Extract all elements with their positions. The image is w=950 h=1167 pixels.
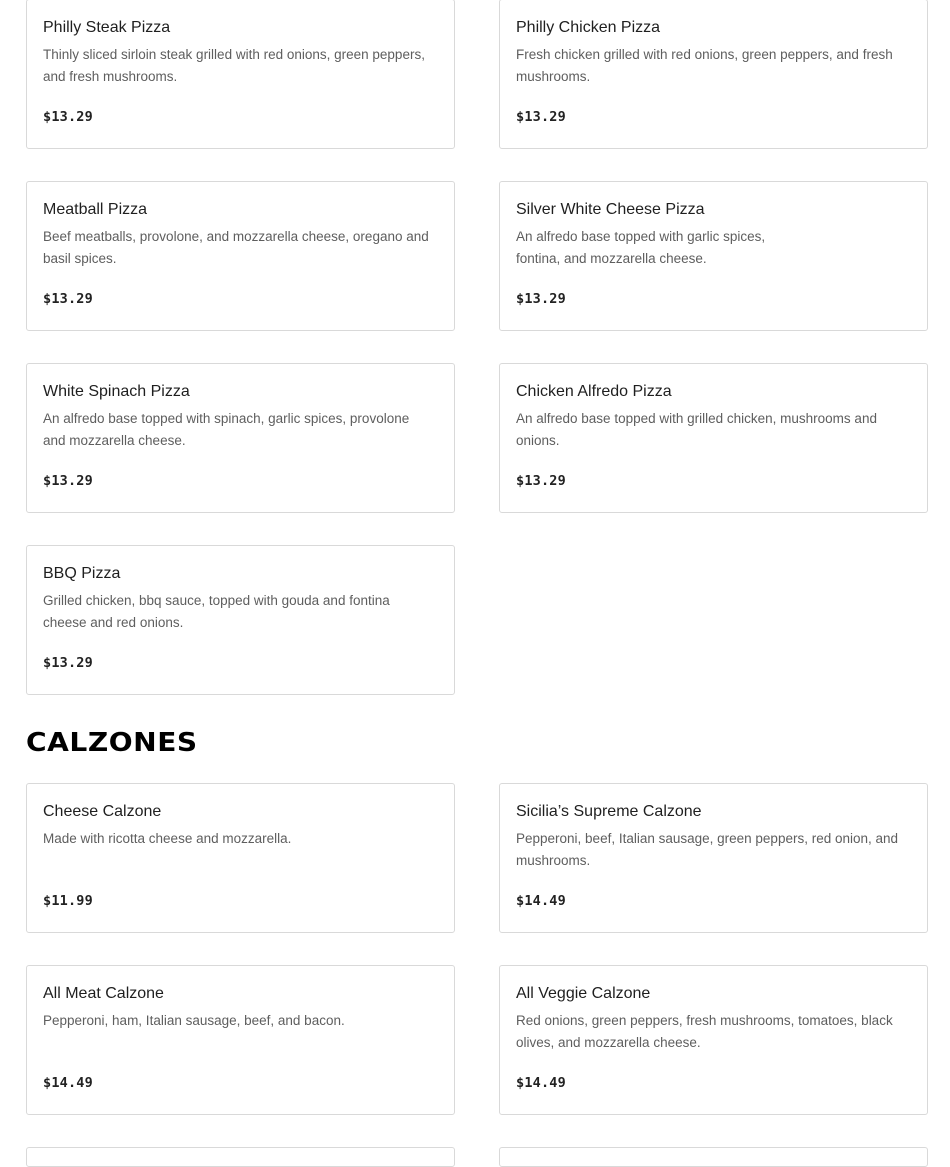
menu-item-card[interactable] xyxy=(26,181,455,331)
menu-item-price: $14.49 xyxy=(516,1075,566,1091)
menu-item-price: $14.49 xyxy=(43,1075,93,1091)
menu-item-card[interactable] xyxy=(26,0,455,149)
section-heading-calzones: CALZONES xyxy=(26,728,198,758)
menu-item-name: All Veggie Calzone xyxy=(516,985,651,1002)
menu-item-name: White Spinach Pizza xyxy=(43,383,190,400)
calzone-menu-grid xyxy=(26,783,928,1115)
menu-item-card[interactable] xyxy=(26,545,455,695)
menu-item-card[interactable] xyxy=(499,363,928,513)
menu-item-description: Pepperoni, beef, Italian sausage, green peppers, red onion, and mushrooms. xyxy=(516,831,899,868)
menu-item-card[interactable] xyxy=(26,783,455,933)
menu-item-description: Pepperoni, ham, Italian sausage, beef, and bacon. xyxy=(43,1013,345,1028)
menu-item-price: $13.29 xyxy=(43,473,93,489)
menu-item-name: Silver White Cheese Pizza xyxy=(516,201,705,218)
menu-item-price: $13.29 xyxy=(43,655,93,671)
menu-item-name: Philly Steak Pizza xyxy=(43,19,171,36)
menu-item-card[interactable] xyxy=(26,363,455,513)
menu-item-description: An alfredo base topped with grilled chicken, mushrooms and onions. xyxy=(516,411,877,448)
menu-item-card[interactable] xyxy=(499,965,928,1115)
menu-item-name: Chicken Alfredo Pizza xyxy=(516,383,672,400)
menu-item-price: $13.29 xyxy=(516,109,566,125)
menu-item-card[interactable] xyxy=(499,0,928,149)
menu-item-price: $13.29 xyxy=(516,473,566,489)
menu-item-price: $13.29 xyxy=(43,109,93,125)
menu-item-card[interactable] xyxy=(499,783,928,933)
menu-item-card[interactable] xyxy=(26,965,455,1115)
pizza-menu-grid xyxy=(26,0,928,695)
menu-item-description: Red onions, green peppers, fresh mushrooms, tomatoes, black olives, and mozzarella cheese. xyxy=(516,1013,893,1050)
menu-item-description: An alfredo base topped with spinach, garlic spices, provolone and mozzarella cheese. xyxy=(43,411,410,448)
menu-item-description: Made with ricotta cheese and mozzarella. xyxy=(43,831,292,846)
menu-item-description: Thinly sliced sirloin steak grilled with red onions, green peppers, and fresh mushrooms. xyxy=(43,47,425,84)
menu-item-price: $13.29 xyxy=(516,291,566,307)
menu-item-name: Meatball Pizza xyxy=(43,201,148,218)
menu-item-card-partial[interactable] xyxy=(26,1147,455,1167)
menu-item-name: All Meat Calzone xyxy=(43,985,164,1002)
menu-item-name: Sicilia’s Supreme Calzone xyxy=(516,803,702,820)
menu-item-description: Beef meatballs, provolone, and mozzarella cheese, oregano and basil spices. xyxy=(43,229,429,266)
menu-item-name: Cheese Calzone xyxy=(43,803,162,820)
menu-item-name: Philly Chicken Pizza xyxy=(516,19,661,36)
menu-item-description: Fresh chicken grilled with red onions, green peppers, and fresh mushrooms. xyxy=(516,47,893,84)
menu-item-card-partial[interactable] xyxy=(499,1147,928,1167)
menu-item-price: $13.29 xyxy=(43,291,93,307)
menu-item-description: Grilled chicken, bbq sauce, topped with gouda and fontina cheese and red onions. xyxy=(43,593,390,630)
menu-item-price: $14.49 xyxy=(516,893,566,909)
menu-item-description: An alfredo base topped with garlic spices, fontina, and mozzarella cheese. xyxy=(516,229,766,266)
menu-item-price: $11.99 xyxy=(43,893,93,909)
menu-item-card[interactable] xyxy=(499,181,928,331)
menu-item-name: BBQ Pizza xyxy=(43,565,121,582)
